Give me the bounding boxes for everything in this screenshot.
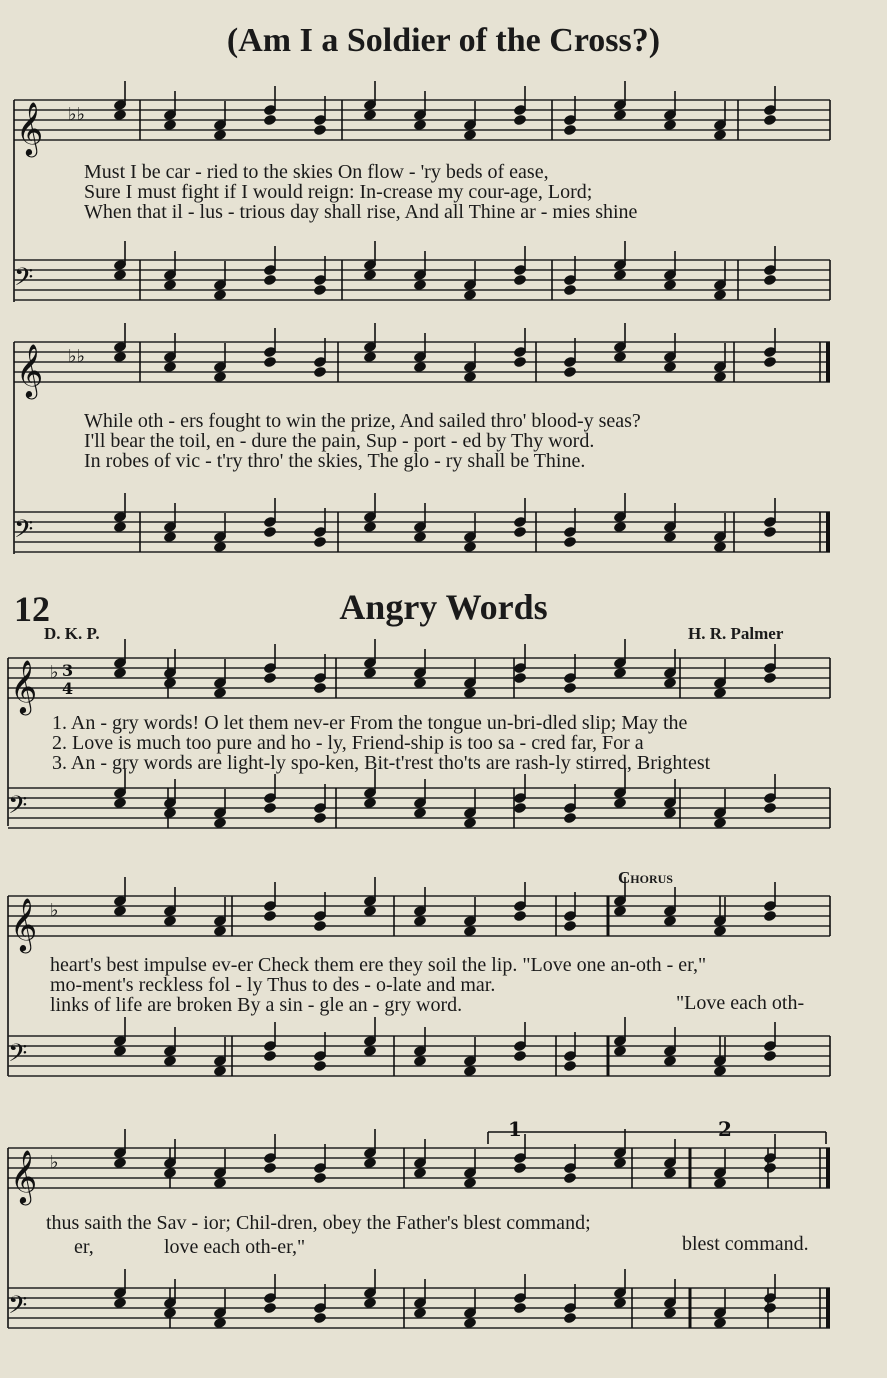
notehead [563,536,577,549]
notehead [563,284,577,297]
treble-staff [8,1148,830,1188]
treble-staff [14,342,830,382]
notehead [513,910,527,923]
lyric-line: love each oth-er," [164,1236,306,1258]
notehead [563,1312,577,1325]
time-signature: 3 [62,661,74,680]
chorus-label: Chorus [618,868,673,887]
notehead [263,910,277,923]
bass-notes [113,241,777,301]
notehead [263,1050,277,1063]
notehead [313,682,327,695]
notehead [513,802,527,815]
lyric-line: 2. Love is much too pure and ho - ly, Friend-ship is too sa - cred far, For a [52,732,644,754]
bass-clef-icon: 𝄢 [14,263,34,298]
bass-notes [113,1269,777,1329]
lyric-line: 1. An - gry words! O let them nev-er From the tongue un-bri-dled slip; May the [52,712,688,734]
lyric-line: mo-ment's reckless fol - ly Thus to des - o-late and mar. [50,974,496,996]
notehead [313,1312,327,1325]
lyric-line: When that il - lus - trious day shall rise, And all Thine ar - mies shine [84,201,638,223]
notehead [263,672,277,685]
hymn-number: 12 [14,589,50,629]
treble-staff [8,658,830,698]
treble-clef-icon: 𝄞 [10,1149,38,1203]
treble-clef-icon: 𝄞 [10,659,38,713]
lyric-line: While oth - ers fought to win the prize, And sailed thro' blood-y seas? [84,410,641,432]
lyric-line: 3. An - gry words are light-ly spo-ken, Bit-t'rest tho'ts are rash-ly stirred, Brightest [52,752,711,774]
bass-staff [8,1288,830,1328]
notehead [513,672,527,685]
notehead [513,1302,527,1315]
lyric-line: blest command. [682,1233,809,1255]
notehead [313,124,327,137]
notehead [763,1162,777,1175]
treble-notes [113,877,777,937]
treble-notes [113,81,777,141]
lyric-line: er, [74,1236,94,1258]
lyric-line: links of life are broken By a sin - gle an - gry word. [50,994,463,1016]
notehead [263,802,277,815]
ending-number: 1 [508,1117,522,1141]
treble-staff [14,100,830,140]
notehead [563,124,577,137]
notehead [513,114,527,127]
notehead [313,812,327,825]
notehead [563,1172,577,1185]
notehead [263,1302,277,1315]
notehead [263,1162,277,1175]
bass-staff [14,260,830,300]
notehead [563,812,577,825]
treble-staff [8,896,830,936]
notehead [313,1060,327,1073]
notehead [513,356,527,369]
notehead [563,366,577,379]
ending-number: 2 [718,1117,732,1141]
notehead [513,1050,527,1063]
treble-clef-icon: 𝄞 [16,101,44,155]
bass-staff [8,788,830,828]
bass-notes [113,769,777,829]
notehead [763,1050,777,1063]
time-signature: 4 [62,679,74,698]
notehead [313,1172,327,1185]
treble-clef-icon: 𝄞 [10,897,38,951]
notehead [263,526,277,539]
notehead [513,1162,527,1175]
flat-icon: ♭ [50,900,59,921]
notehead [563,682,577,695]
treble-notes [113,1129,777,1189]
bass-staff [8,1036,830,1076]
bass-clef-icon: 𝄢 [8,1291,28,1326]
notehead [763,1302,777,1315]
author-credit: D. K. P. [44,624,100,643]
hymn-title: Angry Words [339,587,548,627]
notehead [513,274,527,287]
hymn-title-top: (Am I a Soldier of the Cross?) [226,22,661,59]
notehead [763,274,777,287]
notehead [763,802,777,815]
notehead [313,920,327,933]
flat-icon: ♭ [50,1152,59,1173]
bass-staff [14,512,830,552]
notehead [563,1060,577,1073]
treble-clef-icon: 𝄞 [16,343,44,397]
chorus-bass-lyric: "Love each oth- [676,992,805,1014]
treble-notes [113,323,777,383]
lyric-line: Sure I must fight if I would reign: In-crease my cour-age, Lord; [84,181,593,203]
bass-notes [113,1017,777,1077]
notehead [563,920,577,933]
notehead [313,366,327,379]
notehead [763,672,777,685]
notehead [513,526,527,539]
notehead [263,114,277,127]
lyric-line: thus saith the Sav - ior; Chil-dren, obey the Father's blest command; [46,1212,591,1234]
notehead [763,526,777,539]
lyric-line: Must I be car - ried to the skies On flow - 'ry beds of ease, [84,161,549,183]
lyric-line: heart's best impulse ev-er Check them ere they soil the lip. "Love one an-oth - er," [50,954,707,976]
bass-clef-icon: 𝄢 [8,791,28,826]
notehead [763,356,777,369]
notehead [263,274,277,287]
flat-icon: ♭♭ [68,104,85,125]
flat-icon: ♭ [50,662,59,683]
notehead [763,910,777,923]
bass-notes [113,493,777,553]
bass-clef-icon: 𝄢 [14,515,34,550]
lyric-line: In robes of vic - t'ry thro' the skies, The glo - ry shall be Thine. [84,450,586,472]
treble-notes [113,639,777,699]
notehead [763,114,777,127]
notehead [313,536,327,549]
notehead [313,284,327,297]
bass-clef-icon: 𝄢 [8,1039,28,1074]
flat-icon: ♭♭ [68,346,85,367]
notehead [263,356,277,369]
composer-credit: H. R. Palmer [688,624,784,643]
lyric-line: I'll bear the toil, en - dure the pain, Sup - port - ed by Thy word. [84,430,595,452]
